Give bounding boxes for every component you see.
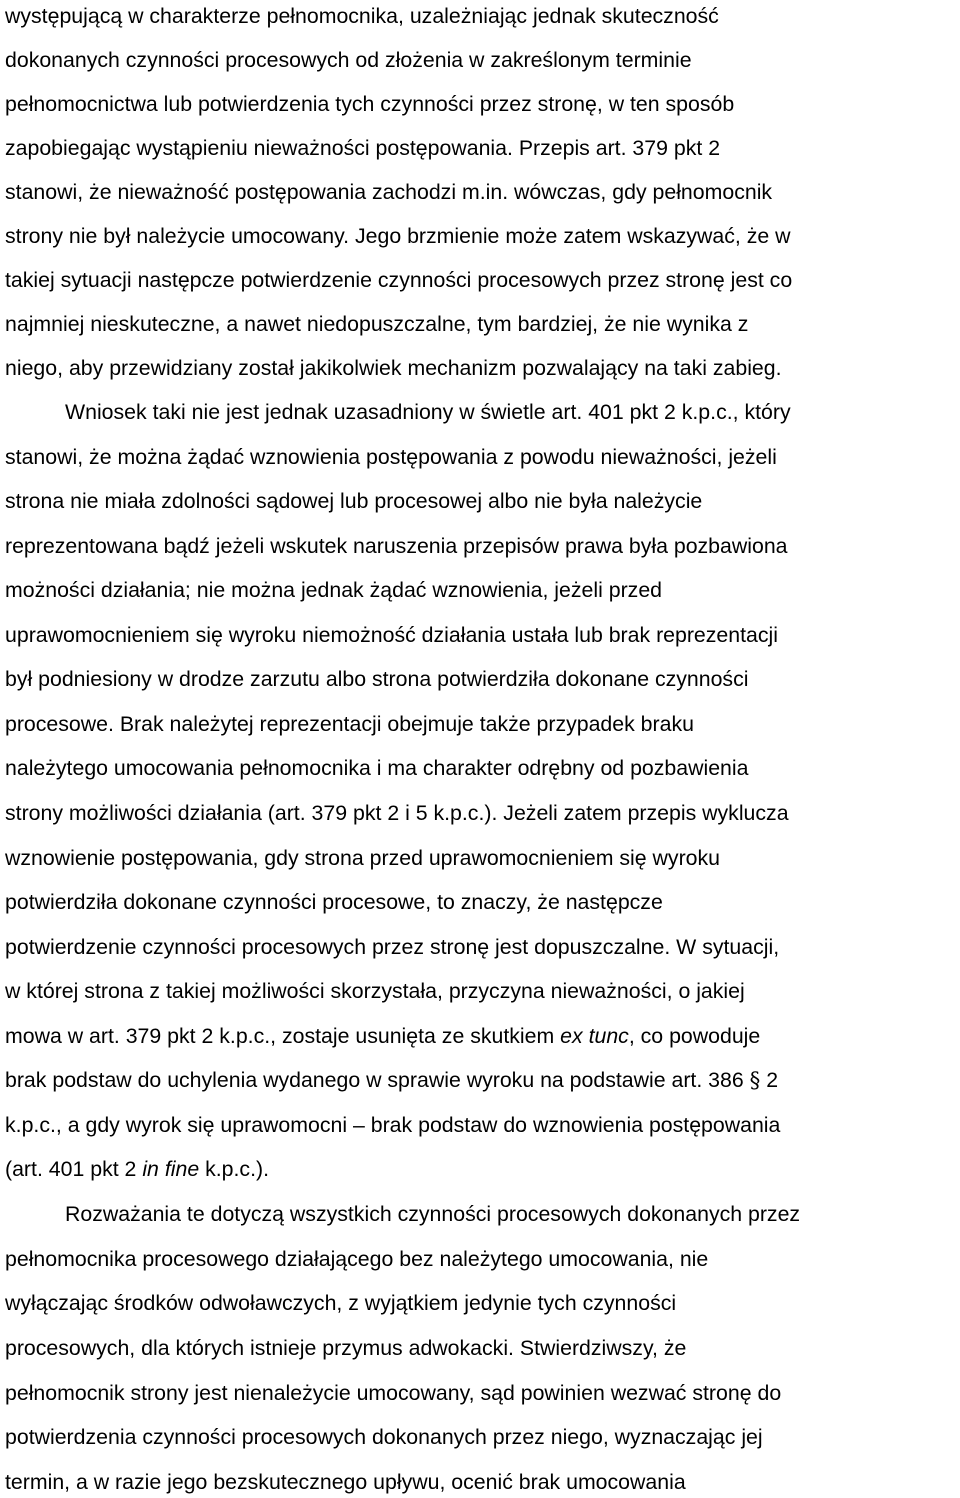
text-line bbox=[5, 1156, 269, 1182]
text-line: pełnomocnik strony jest nienależycie umocowany, sąd powinien wezwać stronę do bbox=[5, 1381, 782, 1405]
text-line: procesowych, dla których istnieje przymus adwokacki. Stwierdziwszy, że bbox=[5, 1336, 687, 1360]
text-line: występującą w charakterze pełnomocnika, uzależniając jednak skuteczność bbox=[5, 4, 719, 28]
text-line: należytego umocowania pełnomocnika i ma charakter odrębny od pozbawienia bbox=[5, 756, 749, 780]
text-line: k.p.c., a gdy wyrok się uprawomocni – brak podstaw do wznowienia postępowania bbox=[5, 1113, 781, 1137]
text-line: potwierdzenia czynności procesowych dokonanych przez niego, wyznaczając jej bbox=[5, 1425, 763, 1449]
text-line: niego, aby przewidziany został jakikolwiek mechanizm pozwalający na taki zabieg. bbox=[5, 356, 782, 380]
text-line: stanowi, że można żądać wznowienia postępowania z powodu nieważności, jeżeli bbox=[5, 445, 777, 469]
text-line: Rozważania te dotyczą wszystkich czynności procesowych dokonanych przez bbox=[65, 1202, 801, 1226]
text-line: strony nie był należycie umocowany. Jego brzmienie może zatem wskazywać, że w bbox=[5, 224, 791, 248]
text-line: termin, a w razie jego bezskutecznego upływu, ocenić brak umocowania bbox=[5, 1470, 686, 1494]
text-line: stanowi, że nieważność postępowania zachodzi m.in. wówczas, gdy pełnomocnik bbox=[5, 180, 773, 204]
text-line: strony możliwości działania (art. 379 pkt 2 i 5 k.p.c.). Jeżeli zatem przepis wyklucza bbox=[5, 801, 789, 825]
text-line: procesowe. Brak należytej reprezentacji obejmuje także przypadek braku bbox=[5, 712, 694, 736]
italic-term: ex tunc bbox=[560, 1024, 629, 1048]
text-run: , co powoduje bbox=[628, 1024, 761, 1048]
text-line: reprezentowana bądź jeżeli wskutek naruszenia przepisów prawa była pozbawiona bbox=[5, 534, 788, 558]
text-run: k.p.c.). bbox=[199, 1157, 269, 1181]
section-symbol: § bbox=[749, 1068, 761, 1093]
text-line: możności działania; nie można jednak żądać wznowienia, jeżeli przed bbox=[5, 578, 663, 602]
text-line: potwierdzenie czynności procesowych przez stronę jest dopuszczalne. W sytuacji, bbox=[5, 935, 780, 959]
text-line: zapobiegając wystąpieniu nieważności postępowania. Przepis art. 379 pkt 2 bbox=[5, 136, 721, 160]
text-line: najmniej nieskuteczne, a nawet niedopuszczalne, tym bardziej, że nie wynika z bbox=[5, 312, 749, 336]
text-line: potwierdziła dokonane czynności procesowe, to znaczy, że następcze bbox=[5, 890, 663, 914]
document-page bbox=[5, 0, 960, 1498]
text-run: 2 bbox=[760, 1068, 779, 1092]
text-line: strona nie miała zdolności sądowej lub procesowej albo nie była należycie bbox=[5, 489, 703, 513]
text-line: wyłączając środków odwoławczych, z wyjątkiem jedynie tych czynności bbox=[5, 1291, 677, 1315]
text-run: mowa w art. 379 pkt 2 k.p.c., zostaje usunięta ze skutkiem bbox=[5, 1024, 561, 1048]
text-line: był podniesiony w drodze zarzutu albo strona potwierdziła dokonane czynności bbox=[5, 667, 749, 691]
text-line: wznowienie postępowania, gdy strona przed uprawomocnieniem się wyroku bbox=[5, 846, 721, 870]
text-line bbox=[5, 1023, 760, 1049]
text-line: w której strona z takiej możliwości skorzystała, przyczyna nieważności, o jakiej bbox=[5, 979, 745, 1003]
text-line: uprawomocnieniem się wyroku niemożność działania ustała lub brak reprezentacji bbox=[5, 623, 778, 647]
text-line: dokonanych czynności procesowych od złożenia w zakreślonym terminie bbox=[5, 48, 692, 72]
text-line bbox=[5, 1067, 778, 1094]
text-run: (art. 401 pkt 2 bbox=[5, 1157, 143, 1181]
text-run: brak podstaw do uchylenia wydanego w sprawie wyroku na podstawie art. 386 bbox=[5, 1068, 750, 1092]
text-line: Wniosek taki nie jest jednak uzasadniony w świetle art. 401 pkt 2 k.p.c., który bbox=[65, 400, 791, 424]
text-line: pełnomocnika procesowego działającego bez należytego umocowania, nie bbox=[5, 1247, 709, 1271]
text-line: pełnomocnictwa lub potwierdzenia tych czynności przez stronę, w ten sposób bbox=[5, 92, 735, 116]
text-line: takiej sytuacji następcze potwierdzenie czynności procesowych przez stronę jest co bbox=[5, 268, 793, 292]
italic-term: in fine bbox=[142, 1157, 200, 1181]
